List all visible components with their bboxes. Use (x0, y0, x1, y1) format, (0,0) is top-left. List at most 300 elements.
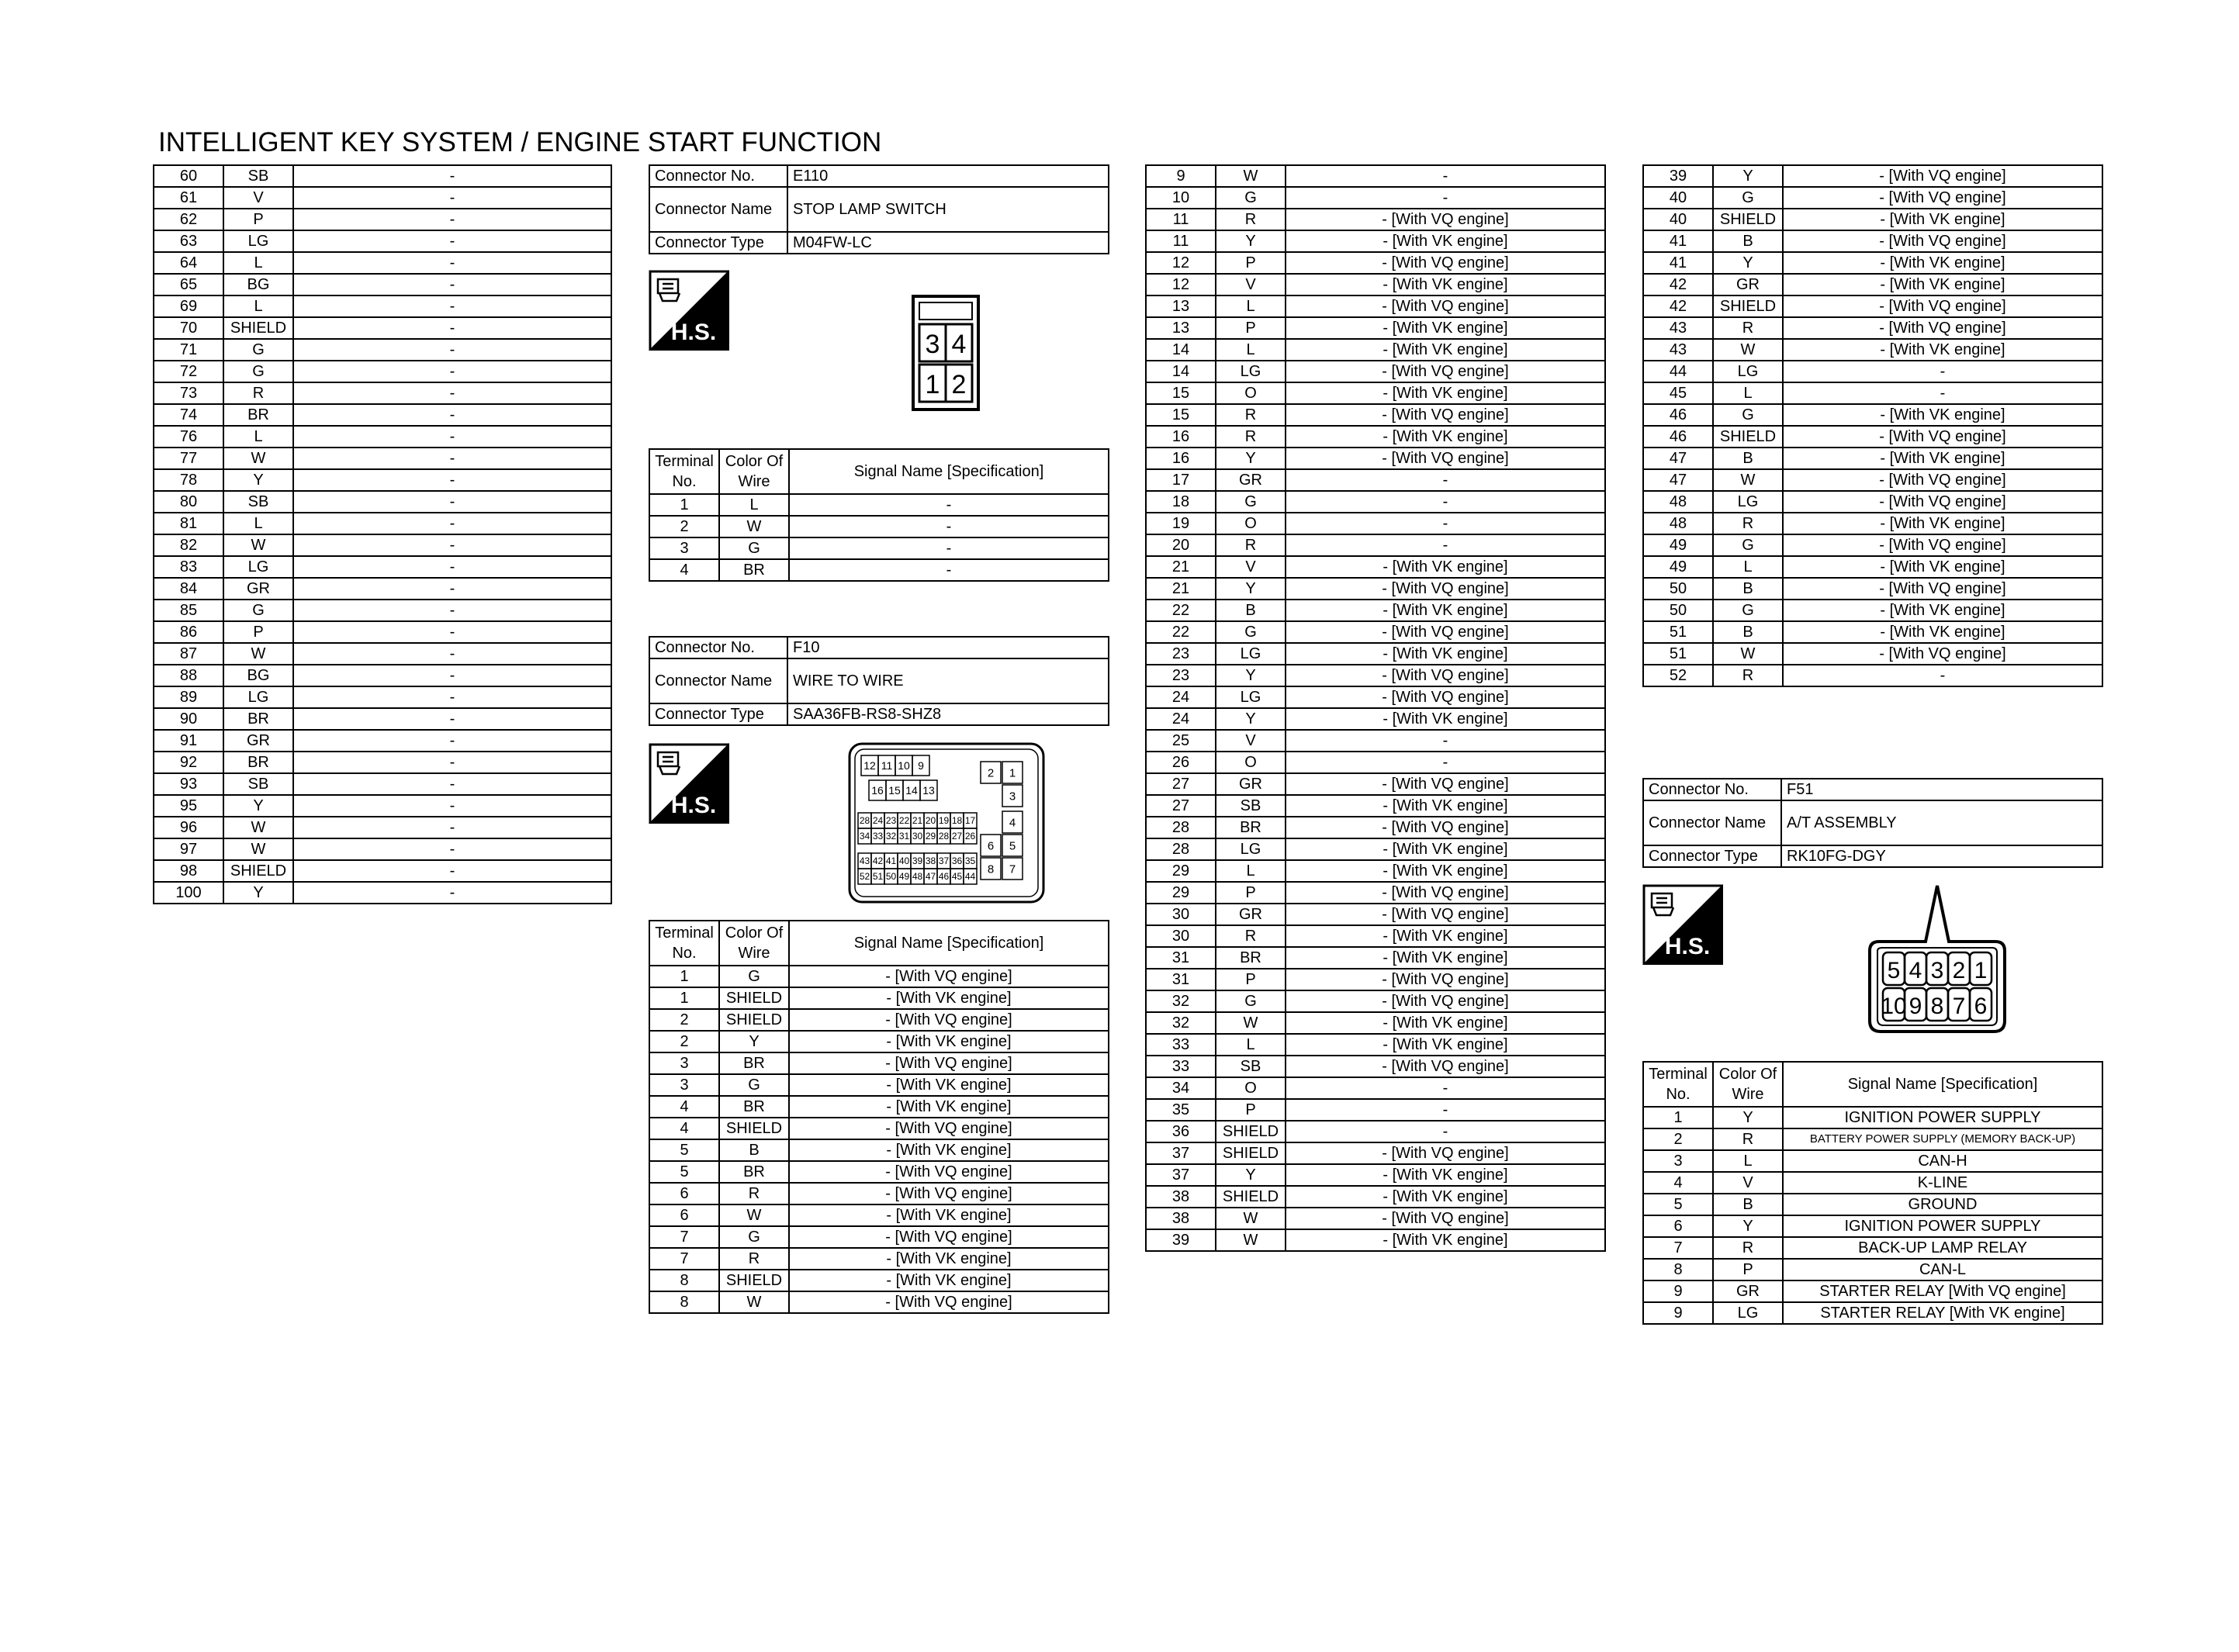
f51-pin: 8 (1930, 994, 1944, 1019)
wire-color-cell: R (1713, 513, 1783, 534)
wire-color-cell: Y (223, 882, 293, 904)
table-row (1146, 752, 1605, 773)
table-row (1643, 1194, 2102, 1215)
signal-name-cell: - (789, 516, 1109, 537)
wire-color-cell: G (223, 361, 293, 382)
table-row (154, 295, 611, 317)
terminal-no-cell: 77 (154, 448, 223, 469)
table-row (1146, 1077, 1605, 1099)
f10-pin: 7 (1009, 862, 1016, 876)
terminal-no-cell: 86 (154, 621, 223, 643)
wire-color-cell: Y (1216, 708, 1286, 730)
wire-color-cell: P (1713, 1259, 1783, 1280)
page-title: INTELLIGENT KEY SYSTEM / ENGINE START FUNCTION (158, 127, 882, 157)
wire-color-cell: Y (1216, 578, 1286, 600)
wire-color-cell: G (719, 1226, 789, 1248)
signal-name-cell: - [With VQ engine] (789, 1009, 1109, 1031)
table-row (1643, 448, 2102, 469)
wire-color-cell: L (1216, 339, 1286, 361)
signal-name-cell: - [With VQ engine] (789, 966, 1109, 987)
wire-color-cell: G (1216, 491, 1286, 513)
table-row (649, 1118, 1109, 1139)
wire-color-cell: LG (1216, 838, 1286, 860)
signal-name-cell: - [With VK engine] (1286, 947, 1605, 969)
harness-side-icon (649, 270, 729, 351)
connector-type-label: Connector Type (649, 703, 787, 725)
wire-color-cell: SHIELD (719, 987, 789, 1009)
signal-name-cell: - (1286, 1121, 1605, 1142)
terminal-no-cell: 18 (1146, 491, 1216, 513)
wire-color-cell: P (1216, 882, 1286, 904)
signal-name-cell: K-LINE (1783, 1172, 2102, 1194)
wire-color-cell: LG (1216, 643, 1286, 665)
signal-name-cell: - (293, 643, 611, 665)
signal-name-cell: - [With VQ engine] (1286, 621, 1605, 643)
signal-name-cell: - [With VK engine] (1286, 1012, 1605, 1034)
terminal-no-cell: 78 (154, 469, 223, 491)
e110-pin: 2 (951, 370, 967, 399)
table-row (1643, 1237, 2102, 1259)
wire-color-cell: SHIELD (1216, 1186, 1286, 1208)
table-row (154, 209, 611, 230)
terminal-no-header: Terminal No. (1643, 1062, 1713, 1107)
wire-color-cell: G (1216, 621, 1286, 643)
signal-name-cell: - (293, 838, 611, 860)
wire-color-cell: P (1216, 317, 1286, 339)
table-row (649, 1226, 1109, 1248)
table-row (1146, 686, 1605, 708)
table-row (1146, 925, 1605, 947)
wire-color-cell: L (1713, 1150, 1783, 1172)
f51-pin: 4 (1909, 958, 1922, 983)
table-row (1146, 665, 1605, 686)
f10-pin: 34 (859, 831, 870, 842)
signal-name-cell: - [With VQ engine] (1286, 1142, 1605, 1164)
terminal-no-cell: 76 (154, 426, 223, 448)
terminal-no-cell: 11 (1146, 230, 1216, 252)
wire-color-cell: SHIELD (719, 1118, 789, 1139)
signal-name-cell: - (293, 187, 611, 209)
f10-pin: 13 (922, 783, 935, 797)
terminal-no-cell: 88 (154, 665, 223, 686)
connector-hand-icon (658, 752, 680, 774)
table-row (154, 252, 611, 274)
signal-name-cell: - (293, 448, 611, 469)
terminal-no-cell: 92 (154, 752, 223, 773)
table-row (154, 556, 611, 578)
f10-pin: 45 (951, 871, 963, 883)
f10-pin: 33 (872, 831, 884, 842)
signal-name-cell: - [With VQ engine] (1286, 252, 1605, 274)
terminal-no-cell: 11 (1146, 209, 1216, 230)
signal-name-cell: - [With VK engine] (1286, 925, 1605, 947)
wire-color-cell: W (1216, 1229, 1286, 1251)
terminal-no-cell: 38 (1146, 1186, 1216, 1208)
signal-name-cell: - [With VK engine] (1286, 1186, 1605, 1208)
wire-color-cell: O (1216, 752, 1286, 773)
wire-color-cell: SB (223, 491, 293, 513)
terminal-no-cell: 7 (1643, 1237, 1713, 1259)
signal-name-cell: - [With VK engine] (1286, 600, 1605, 621)
signal-name-cell: - (293, 317, 611, 339)
wire-color-cell: L (1713, 382, 1783, 404)
terminal-no-cell: 33 (1146, 1034, 1216, 1056)
signal-name-cell: - (1286, 513, 1605, 534)
terminal-no-cell: 22 (1146, 600, 1216, 621)
signal-name-cell: STARTER RELAY [With VK engine] (1783, 1302, 2102, 1324)
signal-name-cell: - [With VK engine] (1286, 1229, 1605, 1251)
signal-name-cell: - (293, 426, 611, 448)
wire-color-cell: B (719, 1139, 789, 1161)
f10-pin: 23 (885, 815, 897, 827)
wire-color-cell: BR (719, 1161, 789, 1183)
signal-name-cell: - (293, 274, 611, 295)
f10-pin: 48 (912, 871, 923, 883)
wire-color-cell: SHIELD (1216, 1121, 1286, 1142)
terminal-no-cell: 97 (154, 838, 223, 860)
wire-color-cell: B (1713, 1194, 1783, 1215)
table-row (1643, 1172, 2102, 1194)
wire-color-cell: SHIELD (223, 317, 293, 339)
table-row (154, 448, 611, 469)
signal-name-cell: - [With VQ engine] (789, 1052, 1109, 1074)
wire-color-cell: R (1216, 209, 1286, 230)
terminal-no-cell: 2 (1643, 1128, 1713, 1150)
wire-color-cell: P (223, 209, 293, 230)
table-row (1146, 361, 1605, 382)
wire-color-cell: Y (1216, 1164, 1286, 1186)
terminal-no-cell: 19 (1146, 513, 1216, 534)
signal-name-cell: - (293, 730, 611, 752)
terminal-no-cell: 81 (154, 513, 223, 534)
harness-side-icon (1642, 884, 1723, 965)
table-row (1643, 230, 2102, 252)
wire-color-cell: R (1216, 925, 1286, 947)
terminal-no-cell: 34 (1146, 1077, 1216, 1099)
wire-color-cell: G (1713, 600, 1783, 621)
terminal-no-cell: 28 (1146, 817, 1216, 838)
table-row (1643, 621, 2102, 643)
f10-pin: 43 (859, 855, 870, 867)
wire-color-cell: SB (1216, 1056, 1286, 1077)
terminal-no-cell: 37 (1146, 1142, 1216, 1164)
terminal-no-cell: 15 (1146, 382, 1216, 404)
f10-pin: 22 (898, 815, 910, 827)
terminal-no-cell: 45 (1643, 382, 1713, 404)
wire-color-cell: R (1216, 426, 1286, 448)
f10-pin: 44 (964, 871, 976, 883)
terminal-no-cell: 43 (1643, 339, 1713, 361)
signal-name-cell: - [With VK engine] (1286, 339, 1605, 361)
e110-connector-diagram (912, 295, 981, 411)
signal-name-cell: - [With VK engine] (1286, 795, 1605, 817)
terminal-no-cell: 37 (1146, 1164, 1216, 1186)
wire-color-cell: L (223, 252, 293, 274)
wire-color-cell: GR (1216, 904, 1286, 925)
signal-name-cell: - [With VQ engine] (789, 1161, 1109, 1183)
signal-name-cell: - (293, 686, 611, 708)
wire-color-cell: W (719, 1291, 789, 1313)
wire-color-cell: B (1713, 578, 1783, 600)
terminal-no-cell: 12 (1146, 252, 1216, 274)
signal-name-cell: - [With VQ engine] (1783, 317, 2102, 339)
wire-color-cell: LG (1216, 361, 1286, 382)
terminal-no-cell: 22 (1146, 621, 1216, 643)
signal-name-cell: - [With VQ engine] (1783, 187, 2102, 209)
table-row (1146, 817, 1605, 838)
f51-pin: 10 (1881, 994, 1907, 1019)
terminal-no-cell: 61 (154, 187, 223, 209)
signal-name-cell: - [With VQ engine] (1783, 165, 2102, 187)
table-row (1146, 990, 1605, 1012)
table-row (1146, 295, 1605, 317)
f10-pin: 29 (925, 831, 936, 842)
connector-type-value: RK10FG-DGY (1781, 845, 2102, 867)
signal-name-cell: - (1286, 469, 1605, 491)
signal-name-cell: - [With VQ engine] (1783, 534, 2102, 556)
signal-name-cell: - [With VQ engine] (1286, 361, 1605, 382)
signal-name-cell: - [With VK engine] (1783, 556, 2102, 578)
signal-name-cell: - (293, 382, 611, 404)
table-row (1146, 513, 1605, 534)
f51-pin: 5 (1887, 958, 1901, 983)
wire-color-cell: W (223, 838, 293, 860)
terminal-no-cell: 65 (154, 274, 223, 295)
wire-color-cell: P (223, 621, 293, 643)
table-row (1146, 165, 1605, 187)
terminal-no-cell: 16 (1146, 448, 1216, 469)
signal-name-cell: - [With VQ engine] (789, 1226, 1109, 1248)
e110-pin: 1 (925, 370, 940, 399)
terminal-no-cell: 14 (1146, 361, 1216, 382)
connector-name-value: WIRE TO WIRE (787, 658, 1109, 703)
terminal-no-cell: 62 (154, 209, 223, 230)
terminal-no-cell: 49 (1643, 556, 1713, 578)
wire-color-cell: Y (1216, 665, 1286, 686)
table-row (1146, 1012, 1605, 1034)
terminal-no-cell: 3 (649, 537, 719, 559)
terminal-no-header: Terminal No. (649, 449, 719, 494)
signal-name-cell: - [With VK engine] (789, 1096, 1109, 1118)
wire-color-cell: Y (1713, 1215, 1783, 1237)
signal-name-cell: - [With VK engine] (1783, 404, 2102, 426)
terminal-no-cell: 50 (1643, 578, 1713, 600)
hs-label: H.S. (670, 793, 717, 818)
wire-color-cell: BG (223, 274, 293, 295)
terminal-no-cell: 23 (1146, 665, 1216, 686)
signal-name-cell: - [With VK engine] (1286, 382, 1605, 404)
wire-color-cell: G (1216, 187, 1286, 209)
table-row (649, 1139, 1109, 1161)
signal-name-cell: - (1783, 361, 2102, 382)
wire-color-cell: L (1216, 860, 1286, 882)
table-row (1643, 361, 2102, 382)
signal-name-cell: - (1286, 1077, 1605, 1099)
f10-pin: 42 (872, 855, 884, 867)
wire-color-cell: GR (1216, 469, 1286, 491)
terminal-no-cell: 4 (1643, 1172, 1713, 1194)
wire-color-cell: L (1713, 556, 1783, 578)
wire-color-cell: R (1713, 1128, 1783, 1150)
signal-name-cell: - [With VQ engine] (789, 1291, 1109, 1313)
signal-name-cell: - [With VQ engine] (1286, 295, 1605, 317)
signal-name-cell: - [With VK engine] (1286, 708, 1605, 730)
wire-color-cell: O (1216, 1077, 1286, 1099)
table-row (1146, 1229, 1605, 1251)
wire-color-cell: BR (223, 752, 293, 773)
signal-name-cell: - (1783, 382, 2102, 404)
connector-hand-icon (658, 279, 680, 301)
signal-name-header: Signal Name [Specification] (1783, 1062, 2102, 1107)
signal-name-cell: - (1286, 752, 1605, 773)
connector-name-label: Connector Name (649, 658, 787, 703)
wire-color-cell: LG (223, 686, 293, 708)
table-row (1146, 339, 1605, 361)
f10-pin: 38 (925, 855, 936, 867)
signal-name-cell: - (293, 295, 611, 317)
table-row (649, 516, 1109, 537)
wire-color-cell: V (1216, 556, 1286, 578)
signal-name-cell: - [With VK engine] (1783, 339, 2102, 361)
table-row (154, 773, 611, 795)
signal-name-cell: - (293, 621, 611, 643)
terminal-no-cell: 29 (1146, 882, 1216, 904)
table-row (154, 513, 611, 534)
table-row (154, 230, 611, 252)
terminal-no-cell: 3 (649, 1074, 719, 1096)
wire-color-cell: W (223, 448, 293, 469)
wire-color-cell: SB (1216, 795, 1286, 817)
table-row (1146, 1121, 1605, 1142)
terminal-no-cell: 69 (154, 295, 223, 317)
wire-color-cell: G (1713, 187, 1783, 209)
terminal-table-col3 (1145, 164, 1606, 1252)
e110-pin: 3 (925, 330, 940, 359)
table-row (1643, 252, 2102, 274)
table-row (1146, 578, 1605, 600)
signal-name-cell: - [With VK engine] (789, 1031, 1109, 1052)
table-row (154, 339, 611, 361)
wire-color-cell: B (1713, 621, 1783, 643)
signal-name-cell: - (293, 578, 611, 600)
signal-name-cell: - [With VK engine] (1286, 317, 1605, 339)
signal-name-cell: - [With VK engine] (1286, 230, 1605, 252)
wire-color-cell: O (1216, 513, 1286, 534)
wire-color-cell: G (719, 1074, 789, 1096)
wire-color-cell: P (1216, 969, 1286, 990)
terminal-no-cell: 15 (1146, 404, 1216, 426)
table-row (1643, 491, 2102, 513)
signal-name-cell: - [With VK engine] (1783, 513, 2102, 534)
f51-connector-diagram (1854, 881, 2020, 1036)
f10-pin: 52 (859, 871, 870, 883)
f10-pin: 11 (881, 759, 893, 772)
wire-color-cell: G (1216, 990, 1286, 1012)
connector-name-label: Connector Name (1643, 800, 1781, 845)
table-row (1146, 882, 1605, 904)
signal-name-header: Signal Name [Specification] (789, 449, 1109, 494)
wire-color-cell: W (1216, 1012, 1286, 1034)
signal-name-cell: - (1286, 534, 1605, 556)
signal-name-cell: - (293, 773, 611, 795)
f10-pin: 40 (898, 855, 910, 867)
table-row (1146, 708, 1605, 730)
wire-color-cell: W (1216, 165, 1286, 187)
signal-name-cell: - (293, 513, 611, 534)
terminal-no-cell: 6 (1643, 1215, 1713, 1237)
f10-pin: 31 (898, 831, 910, 842)
table-row (1146, 426, 1605, 448)
f51-pin: 9 (1909, 994, 1922, 1019)
table-row (649, 966, 1109, 987)
table-row (154, 665, 611, 686)
wire-color-cell: Y (223, 795, 293, 817)
table-row (1146, 643, 1605, 665)
wire-color-cell: G (223, 339, 293, 361)
wire-color-cell: SHIELD (1216, 1142, 1286, 1164)
f10-pin: 49 (898, 871, 910, 883)
terminal-no-cell: 42 (1643, 274, 1713, 295)
table-row (1643, 665, 2102, 686)
wire-color-cell: G (719, 537, 789, 559)
terminal-no-cell: 83 (154, 556, 223, 578)
terminal-no-cell: 1 (1643, 1107, 1713, 1128)
wire-color-cell: Y (1713, 252, 1783, 274)
terminal-no-cell: 30 (1146, 904, 1216, 925)
table-row (1643, 295, 2102, 317)
f10-pin: 8 (987, 862, 995, 876)
f10-pin: 24 (872, 815, 884, 827)
f10-pin: 19 (938, 815, 950, 827)
terminal-no-cell: 39 (1643, 165, 1713, 187)
table-row (1146, 1142, 1605, 1164)
table-row (1146, 1056, 1605, 1077)
signal-name-cell: - [With VQ engine] (1286, 578, 1605, 600)
table-row (1146, 838, 1605, 860)
terminal-no-cell: 5 (649, 1139, 719, 1161)
table-row (154, 795, 611, 817)
signal-name-cell: - [With VQ engine] (1286, 1208, 1605, 1229)
connector-no-label: Connector No. (649, 165, 787, 187)
terminal-no-cell: 1 (649, 987, 719, 1009)
signal-name-cell: BACK-UP LAMP RELAY (1783, 1237, 2102, 1259)
table-row (1643, 404, 2102, 426)
signal-name-cell: - (293, 491, 611, 513)
wire-color-cell: SHIELD (719, 1009, 789, 1031)
table-row (1146, 969, 1605, 990)
table-row (649, 559, 1109, 581)
terminal-no-cell: 46 (1643, 404, 1713, 426)
wire-color-cell: Y (719, 1031, 789, 1052)
table-row (1643, 1215, 2102, 1237)
f10-pin: 6 (987, 839, 995, 853)
signal-name-cell: - [With VQ engine] (1783, 469, 2102, 491)
terminal-no-cell: 2 (649, 1031, 719, 1052)
connector-type-label: Connector Type (649, 232, 787, 254)
f10-pin: 26 (964, 831, 976, 842)
table-row (1643, 1107, 2102, 1128)
f10-pin: 15 (888, 783, 901, 797)
f10-pin: 32 (885, 831, 897, 842)
signal-name-cell: - (293, 209, 611, 230)
table-row (1643, 165, 2102, 187)
table-row (1146, 556, 1605, 578)
table-row (1643, 534, 2102, 556)
connector-type-value: SAA36FB-RS8-SHZ8 (787, 703, 1109, 725)
terminal-no-cell: 7 (649, 1248, 719, 1270)
table-row (154, 730, 611, 752)
terminal-no-cell: 63 (154, 230, 223, 252)
